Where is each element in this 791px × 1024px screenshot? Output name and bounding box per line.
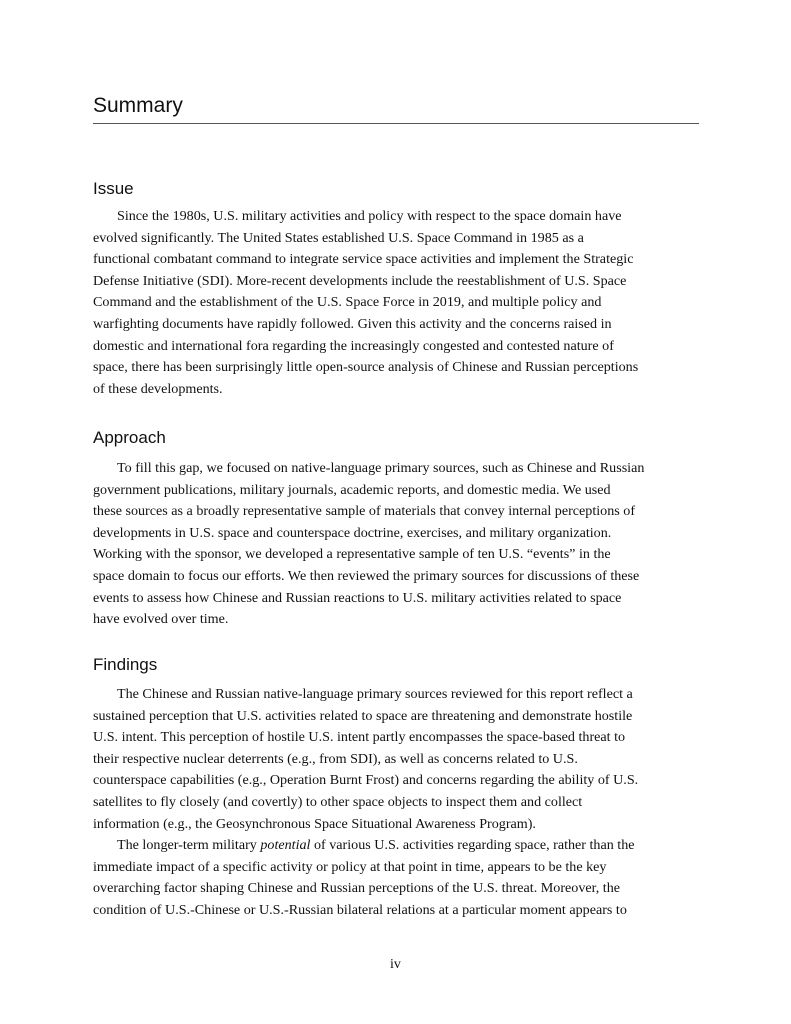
section-heading-findings: Findings: [93, 655, 158, 674]
text-run: The longer-term military: [117, 837, 261, 854]
text-line: have evolved over time.: [93, 611, 229, 628]
text-line: immediate impact of a specific activity or policy at that point in time, appears to be the key: [93, 858, 607, 875]
text-line: of these developments.: [93, 380, 223, 397]
text-line: space domain to focus our efforts. We then reviewed the primary sources for discussions of these: [93, 567, 640, 584]
text-line: government publications, military journals, academic reports, and domestic media. We used: [93, 481, 611, 498]
text-line: Command and the establishment of the U.S. Space Force in 2019, and multiple policy and: [93, 294, 602, 311]
paragraph: [93, 684, 705, 835]
text-line: Defense Initiative (SDI). More-recent developments include the reestablishment of U.S. Space: [93, 272, 627, 289]
section-heading-approach: Approach: [93, 428, 166, 447]
text-run: of various U.S. activities regarding space, rather than the: [310, 837, 635, 854]
text-line: domestic and international fora regarding the increasingly congested and contested nature of: [93, 337, 614, 354]
text-line: sustained perception that U.S. activities related to space are threatening and demonstrate hostile: [93, 707, 633, 724]
text-line: Since the 1980s, U.S. military activities and policy with respect to the space domain have: [117, 208, 622, 224]
paragraph: [93, 458, 705, 631]
page-title: Summary: [93, 94, 183, 117]
section-body-issue: [93, 206, 705, 400]
text-line: To fill this gap, we focused on native-language primary sources, such as Chinese and Russian: [117, 460, 645, 476]
text-line: evolved significantly. The United States established U.S. Space Command in 1985 as a: [93, 229, 584, 246]
text-line: their respective nuclear deterrents (e.g., from SDI), as well as concerns related to U.S.: [93, 750, 578, 767]
text-line: warfighting documents have rapidly followed. Given this activity and the concerns raised in: [93, 315, 612, 332]
text-line: space, there has been surprisingly little open-source analysis of Chinese and Russian perceptions: [93, 359, 639, 376]
paragraph: [93, 835, 705, 921]
section-body-findings: [93, 684, 705, 922]
text-line: satellites to fly closely (and covertly) to other space objects to inspect them and collect: [93, 793, 583, 810]
text-line: information (e.g., the Geosynchronous Space Situational Awareness Program).: [93, 815, 536, 832]
emphasized-text: potential: [260, 837, 311, 854]
text-line: [93, 835, 705, 857]
text-line: overarching factor shaping Chinese and Russian perceptions of the U.S. threat. Moreover, the: [93, 880, 621, 897]
page-number: iv: [390, 957, 401, 972]
text-line: these sources as a broadly representative sample of materials that convey internal perceptions of: [93, 503, 636, 520]
text-line: condition of U.S.-Chinese or U.S.-Russian bilateral relations at a particular moment appears to: [93, 901, 627, 918]
text-line: events to assess how Chinese and Russian reactions to U.S. military activities related to space: [93, 589, 622, 606]
paragraph: [93, 206, 705, 400]
text-line: developments in U.S. space and counterspace doctrine, exercises, and military organization.: [93, 524, 612, 541]
text-line: U.S. intent. This perception of hostile U.S. intent partly encompasses the space-based threat to: [93, 729, 626, 746]
text-line: The Chinese and Russian native-language primary sources reviewed for this report reflect a: [117, 686, 633, 702]
text-line: functional combatant command to integrate service space activities and implement the Strategic: [93, 251, 634, 268]
text-line: counterspace capabilities (e.g., Operation Burnt Frost) and concerns regarding the ability of U.S.: [93, 772, 639, 789]
section-heading-issue: Issue: [93, 179, 134, 198]
text-line: Working with the sponsor, we developed a representative sample of ten U.S. “events” in the: [93, 546, 611, 563]
title-divider: [93, 123, 699, 124]
section-body-approach: [93, 458, 705, 631]
